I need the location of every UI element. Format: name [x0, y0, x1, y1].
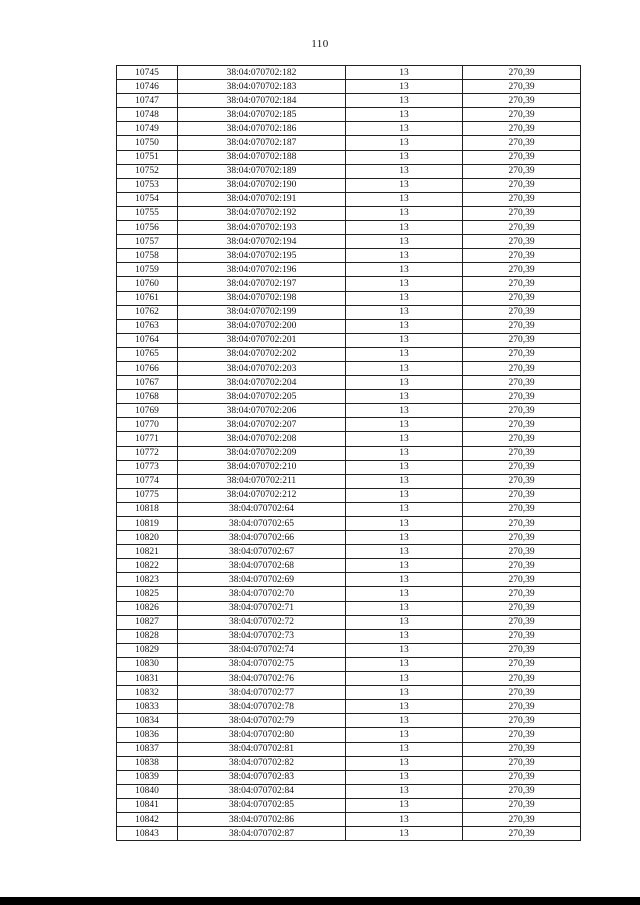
quantity-cell: 13	[346, 446, 463, 460]
row-number-cell: 10754	[117, 192, 178, 206]
cadastral-number-cell: 38:04:070702:190	[178, 178, 346, 192]
table-row	[117, 404, 581, 418]
cadastral-number-cell: 38:04:070702:195	[178, 249, 346, 263]
cadastral-number-cell: 38:04:070702:68	[178, 559, 346, 573]
quantity-cell: 13	[346, 742, 463, 756]
cadastral-table	[116, 65, 581, 841]
row-number-cell: 10765	[117, 347, 178, 361]
table-row	[117, 643, 581, 657]
table-row	[117, 263, 581, 277]
row-number-cell: 10842	[117, 812, 178, 826]
table-row	[117, 700, 581, 714]
quantity-cell: 13	[346, 672, 463, 686]
value-cell: 270,39	[463, 446, 581, 460]
value-cell: 270,39	[463, 643, 581, 657]
table-body	[117, 66, 581, 841]
value-cell: 270,39	[463, 488, 581, 502]
quantity-cell: 13	[346, 150, 463, 164]
cadastral-number-cell: 38:04:070702:187	[178, 136, 346, 150]
quantity-cell: 13	[346, 249, 463, 263]
cadastral-number-cell: 38:04:070702:183	[178, 80, 346, 94]
value-cell: 270,39	[463, 474, 581, 488]
cadastral-number-cell: 38:04:070702:69	[178, 573, 346, 587]
table-row	[117, 249, 581, 263]
quantity-cell: 13	[346, 404, 463, 418]
cadastral-number-cell: 38:04:070702:77	[178, 686, 346, 700]
cadastral-number-cell: 38:04:070702:74	[178, 643, 346, 657]
row-number-cell: 10749	[117, 122, 178, 136]
quantity-cell: 13	[346, 700, 463, 714]
value-cell: 270,39	[463, 263, 581, 277]
table-row	[117, 517, 581, 531]
quantity-cell: 13	[346, 460, 463, 474]
value-cell: 270,39	[463, 206, 581, 220]
row-number-cell: 10760	[117, 277, 178, 291]
table-row	[117, 488, 581, 502]
page-number: 110	[311, 38, 329, 50]
cadastral-number-cell: 38:04:070702:211	[178, 474, 346, 488]
quantity-cell: 13	[346, 347, 463, 361]
table-row	[117, 206, 581, 220]
row-number-cell: 10769	[117, 404, 178, 418]
cadastral-number-cell: 38:04:070702:75	[178, 657, 346, 671]
cadastral-number-cell: 38:04:070702:84	[178, 784, 346, 798]
value-cell: 270,39	[463, 249, 581, 263]
value-cell: 270,39	[463, 94, 581, 108]
value-cell: 270,39	[463, 502, 581, 516]
table-row	[117, 122, 581, 136]
value-cell: 270,39	[463, 305, 581, 319]
quantity-cell: 13	[346, 390, 463, 404]
table-row	[117, 446, 581, 460]
quantity-cell: 13	[346, 517, 463, 531]
value-cell: 270,39	[463, 221, 581, 235]
table-row	[117, 531, 581, 545]
value-cell: 270,39	[463, 66, 581, 80]
table-row	[117, 742, 581, 756]
value-cell: 270,39	[463, 545, 581, 559]
row-number-cell: 10832	[117, 686, 178, 700]
row-number-cell: 10759	[117, 263, 178, 277]
table-row	[117, 728, 581, 742]
value-cell: 270,39	[463, 432, 581, 446]
table-row	[117, 474, 581, 488]
value-cell: 270,39	[463, 361, 581, 375]
value-cell: 270,39	[463, 108, 581, 122]
table-row	[117, 94, 581, 108]
cadastral-number-cell: 38:04:070702:81	[178, 742, 346, 756]
quantity-cell: 13	[346, 122, 463, 136]
row-number-cell: 10747	[117, 94, 178, 108]
row-number-cell: 10773	[117, 460, 178, 474]
quantity-cell: 13	[346, 488, 463, 502]
value-cell: 270,39	[463, 587, 581, 601]
cadastral-number-cell: 38:04:070702:197	[178, 277, 346, 291]
value-cell: 270,39	[463, 164, 581, 178]
cadastral-number-cell: 38:04:070702:210	[178, 460, 346, 474]
quantity-cell: 13	[346, 333, 463, 347]
value-cell: 270,39	[463, 460, 581, 474]
cadastral-number-cell: 38:04:070702:198	[178, 291, 346, 305]
cadastral-number-cell: 38:04:070702:206	[178, 404, 346, 418]
table-row	[117, 672, 581, 686]
quantity-cell: 13	[346, 192, 463, 206]
table-row	[117, 305, 581, 319]
row-number-cell: 10757	[117, 235, 178, 249]
value-cell: 270,39	[463, 812, 581, 826]
cadastral-number-cell: 38:04:070702:78	[178, 700, 346, 714]
cadastral-number-cell: 38:04:070702:86	[178, 812, 346, 826]
value-cell: 270,39	[463, 517, 581, 531]
row-number-cell: 10774	[117, 474, 178, 488]
table-row	[117, 291, 581, 305]
cadastral-number-cell: 38:04:070702:209	[178, 446, 346, 460]
row-number-cell: 10822	[117, 559, 178, 573]
quantity-cell: 13	[346, 178, 463, 192]
quantity-cell: 13	[346, 784, 463, 798]
cadastral-number-cell: 38:04:070702:71	[178, 601, 346, 615]
table-row	[117, 686, 581, 700]
row-number-cell: 10821	[117, 545, 178, 559]
cadastral-number-cell: 38:04:070702:87	[178, 827, 346, 841]
row-number-cell: 10833	[117, 700, 178, 714]
table-row	[117, 827, 581, 841]
row-number-cell: 10831	[117, 672, 178, 686]
cadastral-number-cell: 38:04:070702:184	[178, 94, 346, 108]
cadastral-number-cell: 38:04:070702:203	[178, 361, 346, 375]
row-number-cell: 10770	[117, 418, 178, 432]
table-row	[117, 629, 581, 643]
value-cell: 270,39	[463, 122, 581, 136]
cadastral-number-cell: 38:04:070702:185	[178, 108, 346, 122]
row-number-cell: 10826	[117, 601, 178, 615]
row-number-cell: 10758	[117, 249, 178, 263]
quantity-cell: 13	[346, 474, 463, 488]
value-cell: 270,39	[463, 277, 581, 291]
row-number-cell: 10820	[117, 531, 178, 545]
value-cell: 270,39	[463, 601, 581, 615]
table-row	[117, 235, 581, 249]
row-number-cell: 10839	[117, 770, 178, 784]
quantity-cell: 13	[346, 573, 463, 587]
quantity-cell: 13	[346, 615, 463, 629]
table-row	[117, 587, 581, 601]
row-number-cell: 10768	[117, 390, 178, 404]
cadastral-number-cell: 38:04:070702:80	[178, 728, 346, 742]
quantity-cell: 13	[346, 601, 463, 615]
cadastral-number-cell: 38:04:070702:189	[178, 164, 346, 178]
value-cell: 270,39	[463, 629, 581, 643]
table-row	[117, 390, 581, 404]
table-row	[117, 502, 581, 516]
quantity-cell: 13	[346, 812, 463, 826]
quantity-cell: 13	[346, 714, 463, 728]
cadastral-number-cell: 38:04:070702:182	[178, 66, 346, 80]
value-cell: 270,39	[463, 756, 581, 770]
table-row	[117, 798, 581, 812]
value-cell: 270,39	[463, 573, 581, 587]
quantity-cell: 13	[346, 376, 463, 390]
quantity-cell: 13	[346, 263, 463, 277]
quantity-cell: 13	[346, 798, 463, 812]
cadastral-number-cell: 38:04:070702:208	[178, 432, 346, 446]
table-row	[117, 178, 581, 192]
cadastral-number-cell: 38:04:070702:201	[178, 333, 346, 347]
cadastral-number-cell: 38:04:070702:67	[178, 545, 346, 559]
cadastral-number-cell: 38:04:070702:200	[178, 319, 346, 333]
value-cell: 270,39	[463, 827, 581, 841]
table-row	[117, 559, 581, 573]
table-row	[117, 714, 581, 728]
row-number-cell: 10840	[117, 784, 178, 798]
cadastral-number-cell: 38:04:070702:66	[178, 531, 346, 545]
quantity-cell: 13	[346, 432, 463, 446]
value-cell: 270,39	[463, 390, 581, 404]
quantity-cell: 13	[346, 686, 463, 700]
row-number-cell: 10750	[117, 136, 178, 150]
table-row	[117, 150, 581, 164]
cadastral-number-cell: 38:04:070702:199	[178, 305, 346, 319]
quantity-cell: 13	[346, 643, 463, 657]
quantity-cell: 13	[346, 235, 463, 249]
quantity-cell: 13	[346, 206, 463, 220]
cadastral-number-cell: 38:04:070702:196	[178, 263, 346, 277]
cadastral-number-cell: 38:04:070702:65	[178, 517, 346, 531]
cadastral-number-cell: 38:04:070702:82	[178, 756, 346, 770]
row-number-cell: 10818	[117, 502, 178, 516]
row-number-cell: 10834	[117, 714, 178, 728]
table-row	[117, 361, 581, 375]
table-row	[117, 164, 581, 178]
table-row	[117, 376, 581, 390]
quantity-cell: 13	[346, 108, 463, 122]
row-number-cell: 10752	[117, 164, 178, 178]
quantity-cell: 13	[346, 657, 463, 671]
table-row	[117, 221, 581, 235]
row-number-cell: 10830	[117, 657, 178, 671]
row-number-cell: 10838	[117, 756, 178, 770]
value-cell: 270,39	[463, 291, 581, 305]
quantity-cell: 13	[346, 756, 463, 770]
table-row	[117, 432, 581, 446]
value-cell: 270,39	[463, 615, 581, 629]
table-row	[117, 108, 581, 122]
row-number-cell: 10766	[117, 361, 178, 375]
quantity-cell: 13	[346, 94, 463, 108]
cadastral-number-cell: 38:04:070702:73	[178, 629, 346, 643]
table-row	[117, 277, 581, 291]
value-cell: 270,39	[463, 80, 581, 94]
cadastral-number-cell: 38:04:070702:212	[178, 488, 346, 502]
table-row	[117, 615, 581, 629]
value-cell: 270,39	[463, 728, 581, 742]
cadastral-number-cell: 38:04:070702:207	[178, 418, 346, 432]
cadastral-number-cell: 38:04:070702:192	[178, 206, 346, 220]
table-row	[117, 657, 581, 671]
row-number-cell: 10756	[117, 221, 178, 235]
cadastral-number-cell: 38:04:070702:72	[178, 615, 346, 629]
quantity-cell: 13	[346, 136, 463, 150]
cadastral-number-cell: 38:04:070702:64	[178, 502, 346, 516]
quantity-cell: 13	[346, 545, 463, 559]
quantity-cell: 13	[346, 361, 463, 375]
cadastral-number-cell: 38:04:070702:205	[178, 390, 346, 404]
cadastral-number-cell: 38:04:070702:202	[178, 347, 346, 361]
table-row	[117, 812, 581, 826]
quantity-cell: 13	[346, 531, 463, 545]
value-cell: 270,39	[463, 192, 581, 206]
value-cell: 270,39	[463, 178, 581, 192]
row-number-cell: 10819	[117, 517, 178, 531]
row-number-cell: 10823	[117, 573, 178, 587]
row-number-cell: 10755	[117, 206, 178, 220]
value-cell: 270,39	[463, 770, 581, 784]
row-number-cell: 10748	[117, 108, 178, 122]
table-row	[117, 784, 581, 798]
row-number-cell: 10767	[117, 376, 178, 390]
table-row	[117, 347, 581, 361]
row-number-cell: 10764	[117, 333, 178, 347]
row-number-cell: 10745	[117, 66, 178, 80]
quantity-cell: 13	[346, 305, 463, 319]
cadastral-number-cell: 38:04:070702:191	[178, 192, 346, 206]
value-cell: 270,39	[463, 347, 581, 361]
table-row	[117, 770, 581, 784]
cadastral-number-cell: 38:04:070702:85	[178, 798, 346, 812]
row-number-cell: 10762	[117, 305, 178, 319]
cadastral-number-cell: 38:04:070702:204	[178, 376, 346, 390]
quantity-cell: 13	[346, 587, 463, 601]
row-number-cell: 10841	[117, 798, 178, 812]
value-cell: 270,39	[463, 657, 581, 671]
quantity-cell: 13	[346, 319, 463, 333]
table-row	[117, 460, 581, 474]
table-row	[117, 319, 581, 333]
quantity-cell: 13	[346, 277, 463, 291]
value-cell: 270,39	[463, 672, 581, 686]
value-cell: 270,39	[463, 784, 581, 798]
row-number-cell: 10753	[117, 178, 178, 192]
row-number-cell: 10829	[117, 643, 178, 657]
cadastral-number-cell: 38:04:070702:79	[178, 714, 346, 728]
row-number-cell: 10746	[117, 80, 178, 94]
value-cell: 270,39	[463, 686, 581, 700]
quantity-cell: 13	[346, 770, 463, 784]
quantity-cell: 13	[346, 502, 463, 516]
value-cell: 270,39	[463, 531, 581, 545]
cadastral-number-cell: 38:04:070702:186	[178, 122, 346, 136]
cadastral-number-cell: 38:04:070702:70	[178, 587, 346, 601]
value-cell: 270,39	[463, 333, 581, 347]
row-number-cell: 10761	[117, 291, 178, 305]
row-number-cell: 10837	[117, 742, 178, 756]
quantity-cell: 13	[346, 221, 463, 235]
quantity-cell: 13	[346, 827, 463, 841]
value-cell: 270,39	[463, 319, 581, 333]
table-row	[117, 333, 581, 347]
value-cell: 270,39	[463, 136, 581, 150]
row-number-cell: 10836	[117, 728, 178, 742]
row-number-cell: 10828	[117, 629, 178, 643]
row-number-cell: 10827	[117, 615, 178, 629]
value-cell: 270,39	[463, 418, 581, 432]
cadastral-number-cell: 38:04:070702:76	[178, 672, 346, 686]
quantity-cell: 13	[346, 559, 463, 573]
table-row	[117, 545, 581, 559]
table-row	[117, 756, 581, 770]
value-cell: 270,39	[463, 714, 581, 728]
value-cell: 270,39	[463, 404, 581, 418]
cadastral-number-cell: 38:04:070702:194	[178, 235, 346, 249]
quantity-cell: 13	[346, 164, 463, 178]
cadastral-number-cell: 38:04:070702:83	[178, 770, 346, 784]
row-number-cell: 10771	[117, 432, 178, 446]
value-cell: 270,39	[463, 376, 581, 390]
table-row	[117, 573, 581, 587]
table-row	[117, 136, 581, 150]
row-number-cell: 10775	[117, 488, 178, 502]
value-cell: 270,39	[463, 742, 581, 756]
quantity-cell: 13	[346, 66, 463, 80]
row-number-cell: 10843	[117, 827, 178, 841]
value-cell: 270,39	[463, 235, 581, 249]
quantity-cell: 13	[346, 629, 463, 643]
quantity-cell: 13	[346, 728, 463, 742]
table-row	[117, 418, 581, 432]
table-row	[117, 80, 581, 94]
table-row	[117, 66, 581, 80]
table-row	[117, 192, 581, 206]
value-cell: 270,39	[463, 559, 581, 573]
quantity-cell: 13	[346, 80, 463, 94]
quantity-cell: 13	[346, 418, 463, 432]
value-cell: 270,39	[463, 700, 581, 714]
table-row	[117, 601, 581, 615]
value-cell: 270,39	[463, 798, 581, 812]
cadastral-number-cell: 38:04:070702:193	[178, 221, 346, 235]
scan-edge-strip	[0, 897, 640, 905]
quantity-cell: 13	[346, 291, 463, 305]
value-cell: 270,39	[463, 150, 581, 164]
cadastral-number-cell: 38:04:070702:188	[178, 150, 346, 164]
row-number-cell: 10772	[117, 446, 178, 460]
row-number-cell: 10751	[117, 150, 178, 164]
row-number-cell: 10825	[117, 587, 178, 601]
row-number-cell: 10763	[117, 319, 178, 333]
